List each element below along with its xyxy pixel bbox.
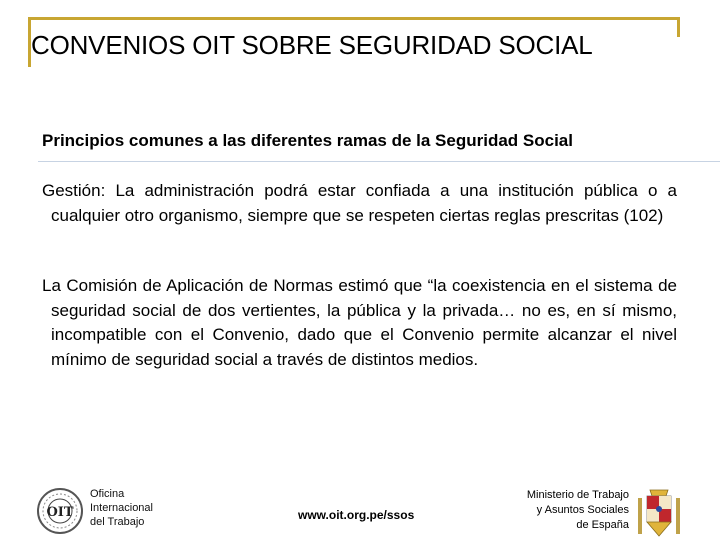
paragraph-gestion: Gestión: La administración podrá estar confiada a una institución pública o a cualquier otro organismo, siempre que se respeten ciertas reglas prescritas (102) <box>42 181 677 225</box>
subtitle-divider <box>38 161 720 162</box>
website-link[interactable]: www.oit.org.pe/ssos <box>298 508 415 522</box>
ministry-name <box>527 488 629 533</box>
slide-subtitle: Principios comunes a las diferentes ramas de la Seguridad Social <box>42 131 573 150</box>
ilo-name <box>90 487 153 529</box>
ilo-line: Internacional <box>90 502 153 514</box>
paragraph-comision: La Comisión de Aplicación de Normas estimó que “la coexistencia en el sistema de seguridad social de dos vertientes, la pública y la privada… no es, en sí mismo, incompatible con el Convenio, dado que el Convenio permite alcanzar el nivel mínimo de seguridad social a través de distintos medios. <box>42 276 677 369</box>
ilo-logo-text: OIT <box>46 505 74 520</box>
ministry-line: y Asuntos Sociales <box>536 504 629 516</box>
ministry-line: Ministerio de Trabajo <box>526 489 629 501</box>
ministry-line: de España <box>576 519 629 531</box>
ilo-line: Oficina <box>90 488 125 500</box>
coat-of-arms-icon <box>634 484 684 540</box>
ilo-logo <box>33 486 87 536</box>
ilo-line: del Trabajo <box>90 516 145 528</box>
slide-title: CONVENIOS OIT SOBRE SEGURIDAD SOCIAL <box>31 30 593 60</box>
